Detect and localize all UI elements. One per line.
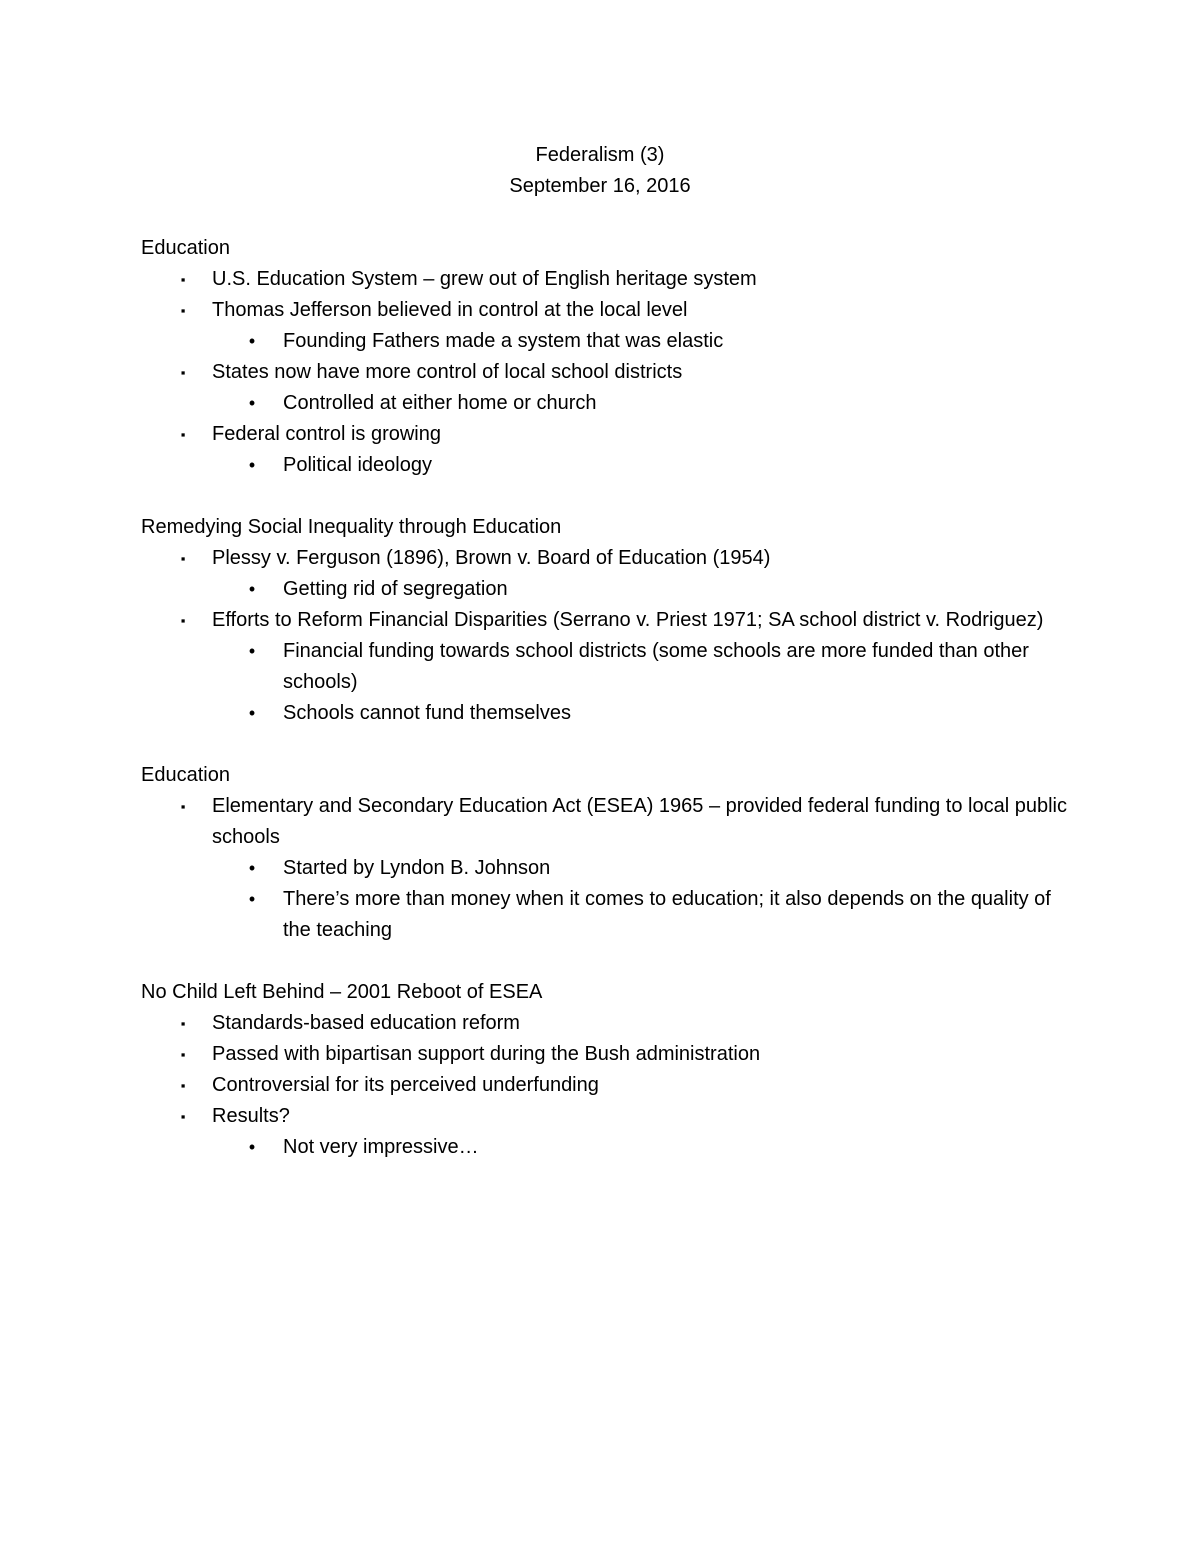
- sub-list-item: [141, 853, 1081, 884]
- square-bullet-icon: ▪: [180, 799, 186, 814]
- title-block: [0, 140, 1200, 202]
- list-item-text: Controlled at either home or church: [283, 392, 597, 414]
- section: [141, 512, 1081, 729]
- round-bullet-icon: •: [248, 858, 256, 878]
- list-item-text: States now have more control of local school districts: [212, 361, 683, 383]
- list-item: [141, 419, 1081, 450]
- round-bullet-icon: •: [248, 889, 256, 909]
- section-heading: No Child Left Behind – 2001 Reboot of ESEA: [141, 981, 543, 1003]
- list-item: [141, 1008, 1081, 1039]
- section-heading: Remedying Social Inequality through Education: [141, 516, 562, 538]
- square-bullet-icon: ▪: [180, 613, 186, 628]
- document-date: September 16, 2016: [509, 175, 691, 197]
- list-item-text: Elementary and Secondary Education Act (ESEA) 1965 – provided federal funding to local public schools: [212, 795, 1067, 848]
- list-item: [141, 1039, 1081, 1070]
- sub-list-item: [141, 574, 1081, 605]
- list-item-text: Political ideology: [283, 454, 432, 476]
- round-bullet-icon: •: [248, 455, 256, 475]
- list-item: [141, 1070, 1081, 1101]
- round-bullet-icon: •: [248, 331, 256, 351]
- list-item-text: Schools cannot fund themselves: [283, 702, 571, 724]
- list-item-text: There’s more than money when it comes to education; it also depends on the quality of the teaching: [283, 888, 1051, 941]
- square-bullet-icon: ▪: [180, 365, 186, 380]
- list-item-text: Passed with bipartisan support during the Bush administration: [212, 1043, 761, 1065]
- square-bullet-icon: ▪: [180, 1078, 186, 1093]
- list-item: [141, 543, 1081, 574]
- list-item-text: Thomas Jefferson believed in control at the local level: [212, 299, 688, 321]
- round-bullet-icon: •: [248, 393, 256, 413]
- list-item: [141, 264, 1081, 295]
- list-item-text: Plessy v. Ferguson (1896), Brown v. Board of Education (1954): [212, 547, 771, 569]
- list-item-text: Not very impressive…: [283, 1136, 479, 1158]
- list-item-text: Getting rid of segregation: [283, 578, 508, 600]
- sub-list-item: [141, 1132, 1081, 1163]
- sub-list-item: [141, 450, 1081, 481]
- section: [141, 233, 1081, 481]
- list-item-text: Standards-based education reform: [212, 1012, 520, 1034]
- sub-list-item: [141, 388, 1081, 419]
- list-item-text: Federal control is growing: [212, 423, 441, 445]
- list-item: [141, 791, 1081, 853]
- list-item: [141, 295, 1081, 326]
- round-bullet-icon: •: [248, 1137, 256, 1157]
- list-item-text: Financial funding towards school districts (some schools are more funded than other schools): [283, 640, 1029, 693]
- list-item: [141, 1101, 1081, 1132]
- section-heading: Education: [141, 237, 230, 259]
- square-bullet-icon: ▪: [180, 272, 186, 287]
- list-item-text: Controversial for its perceived underfunding: [212, 1074, 599, 1096]
- square-bullet-icon: ▪: [180, 1047, 186, 1062]
- section-heading: Education: [141, 764, 230, 786]
- sub-list-item: [141, 636, 1081, 698]
- square-bullet-icon: ▪: [180, 1109, 186, 1124]
- list-item-text: Results?: [212, 1105, 290, 1127]
- list-item-text: Founding Fathers made a system that was elastic: [283, 330, 724, 352]
- list-item-text: Efforts to Reform Financial Disparities (Serrano v. Priest 1971; SA school district v. Rodriguez): [212, 609, 1044, 631]
- list-item: [141, 605, 1081, 636]
- round-bullet-icon: •: [248, 641, 256, 661]
- square-bullet-icon: ▪: [180, 303, 186, 318]
- square-bullet-icon: ▪: [180, 1016, 186, 1031]
- list-item-text: Started by Lyndon B. Johnson: [283, 857, 551, 879]
- sub-list-item: [141, 698, 1081, 729]
- round-bullet-icon: •: [248, 703, 256, 723]
- sub-list-item: [141, 884, 1081, 946]
- list-item: [141, 357, 1081, 388]
- document-body: [141, 233, 1081, 1194]
- list-item-text: U.S. Education System – grew out of English heritage system: [212, 268, 757, 290]
- section: [141, 760, 1081, 946]
- document-title: Federalism (3): [535, 144, 665, 166]
- section: [141, 977, 1081, 1163]
- round-bullet-icon: •: [248, 579, 256, 599]
- sub-list-item: [141, 326, 1081, 357]
- square-bullet-icon: ▪: [180, 427, 186, 442]
- square-bullet-icon: ▪: [180, 551, 186, 566]
